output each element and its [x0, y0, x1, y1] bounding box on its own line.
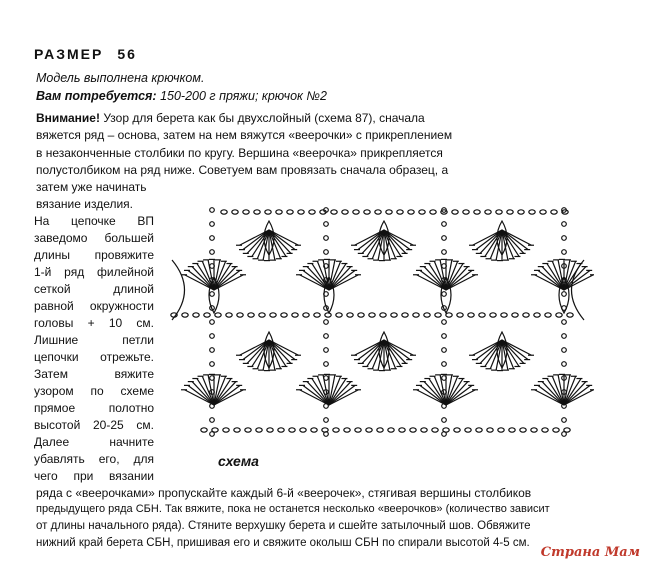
- chain-dot: [442, 222, 447, 227]
- body-line-1: [36, 111, 425, 125]
- narrow-line: 1-й ряд филейной: [34, 265, 154, 279]
- chain-dot: [324, 362, 329, 367]
- chain-stitch: [388, 428, 394, 432]
- chain-stitch: [531, 428, 537, 432]
- chain-stitch: [410, 428, 416, 432]
- chain-stitch: [386, 210, 392, 214]
- chain-stitch: [311, 428, 317, 432]
- chain-stitch: [223, 428, 229, 432]
- chain-stitch: [567, 313, 573, 317]
- stitch-line: [564, 382, 586, 405]
- chain-stitch: [289, 428, 295, 432]
- stitch-line: [480, 230, 502, 253]
- narrow-line: Затем вяжите: [34, 367, 154, 381]
- chain-dot: [324, 250, 329, 255]
- chain-stitch: [419, 210, 425, 214]
- bottom-line: нижний край берета СБН, пришивая его и свяжите околыш СБН по спирали высотой 4-5 см.: [36, 537, 530, 549]
- narrow-line: узором по схеме: [34, 384, 154, 398]
- narrow-line: высотой 20-25 см.: [34, 418, 154, 432]
- chain-stitch: [490, 313, 496, 317]
- chain-stitch: [454, 428, 460, 432]
- chain-dot: [442, 418, 447, 423]
- chain-stitch: [366, 428, 372, 432]
- narrow-line: убавлять его, для: [34, 452, 154, 466]
- chain-stitch: [325, 313, 331, 317]
- narrow-line: затем уже начинать: [36, 180, 147, 194]
- chain-stitch: [380, 313, 386, 317]
- chain-stitch: [234, 428, 240, 432]
- chain-stitch: [248, 313, 254, 317]
- chain-dot: [324, 236, 329, 241]
- chain-stitch: [243, 210, 249, 214]
- chain-stitch: [545, 313, 551, 317]
- chain-stitch: [215, 313, 221, 317]
- chain-stitch: [512, 313, 518, 317]
- chain-stitch: [465, 428, 471, 432]
- chain-dot: [442, 348, 447, 353]
- stitch-line: [269, 230, 291, 253]
- chain-stitch: [542, 428, 548, 432]
- chain-stitch: [498, 428, 504, 432]
- chain-dot: [442, 320, 447, 325]
- chain-stitch: [182, 313, 188, 317]
- stitch-line: [384, 230, 406, 253]
- chain-dot: [442, 250, 447, 255]
- chain-dot: [210, 432, 215, 437]
- chain-stitch: [292, 313, 298, 317]
- chain-stitch: [364, 210, 370, 214]
- chain-stitch: [474, 210, 480, 214]
- stitch-line: [362, 230, 384, 253]
- bottom-line: от длины начального ряда). Стяните верхушку берета и сшейте затылочный шов. Обвяжите: [36, 520, 531, 532]
- chain-dot: [562, 362, 567, 367]
- chain-stitch: [446, 313, 452, 317]
- chain-dot: [210, 222, 215, 227]
- chain-dot: [562, 418, 567, 423]
- chain-dot: [562, 334, 567, 339]
- materials-label: Вам потребуется:: [36, 89, 157, 103]
- chain-stitch: [479, 313, 485, 317]
- size-label: РАЗМЕР: [34, 46, 104, 62]
- chain-stitch: [259, 313, 265, 317]
- chain-stitch: [501, 313, 507, 317]
- chain-dot: [562, 348, 567, 353]
- chain-stitch: [432, 428, 438, 432]
- body-line-1-text: Узор для берета как бы двухслойный (схема 87), сначала: [103, 111, 425, 125]
- narrow-line: прямое полотно: [34, 401, 154, 415]
- chain-stitch: [201, 428, 207, 432]
- chain-dot: [562, 320, 567, 325]
- chain-stitch: [221, 210, 227, 214]
- chain-stitch: [278, 428, 284, 432]
- chain-stitch: [529, 210, 535, 214]
- narrow-line: цепочки отрежьте.: [34, 350, 154, 364]
- chain-stitch: [397, 210, 403, 214]
- size-value: 56: [117, 46, 137, 62]
- chain-stitch: [457, 313, 463, 317]
- chain-dot: [562, 236, 567, 241]
- chain-dot: [562, 222, 567, 227]
- site-watermark: Страна Мам: [540, 545, 640, 560]
- chain-stitch: [507, 210, 513, 214]
- chain-stitch: [347, 313, 353, 317]
- chain-stitch: [399, 428, 405, 432]
- chain-dot: [324, 334, 329, 339]
- chain-stitch: [353, 210, 359, 214]
- chain-dot: [210, 208, 215, 213]
- chain-stitch: [391, 313, 397, 317]
- materials-line: [36, 89, 327, 103]
- chain-dot: [210, 320, 215, 325]
- chain-dot: [210, 418, 215, 423]
- chain-dot: [442, 236, 447, 241]
- chain-stitch: [430, 210, 436, 214]
- body-line-4: полустолбиком на ряд ниже. Советуем вам провязать сначала образец, а: [36, 163, 449, 177]
- chain-stitch: [402, 313, 408, 317]
- chain-stitch: [540, 210, 546, 214]
- chain-stitch: [256, 428, 262, 432]
- body-line-3: в незаконченные столбики по кругу. Вершина «веерочка» прикрепляется: [36, 146, 443, 160]
- chain-dot: [324, 222, 329, 227]
- crochet-chart: [164, 190, 594, 448]
- chain-dot: [562, 292, 567, 297]
- materials-value: 150-200 г пряжи; крючок №2: [160, 89, 327, 103]
- chain-stitch: [193, 313, 199, 317]
- chain-stitch: [485, 210, 491, 214]
- chain-stitch: [553, 428, 559, 432]
- narrow-line: длины провяжите: [34, 248, 154, 262]
- chain-stitch: [336, 313, 342, 317]
- narrow-line: На цепочке ВП: [34, 214, 154, 228]
- chain-stitch: [314, 313, 320, 317]
- stitch-line: [329, 382, 351, 405]
- chain-stitch: [375, 210, 381, 214]
- chain-stitch: [421, 428, 427, 432]
- edge-arc: [172, 260, 185, 320]
- chain-stitch: [237, 313, 243, 317]
- chain-stitch: [413, 313, 419, 317]
- chain-dot: [324, 320, 329, 325]
- chain-dot: [562, 432, 567, 437]
- chain-stitch: [463, 210, 469, 214]
- chain-stitch: [331, 210, 337, 214]
- chain-stitch: [267, 428, 273, 432]
- body-line-2: вяжется ряд – основа, затем на нем вяжутся «веерочки» с прикреплением: [36, 128, 453, 142]
- chain-dot: [210, 362, 215, 367]
- chain-dot: [562, 250, 567, 255]
- stitch-line: [214, 382, 236, 405]
- diagram-caption: схема: [218, 453, 259, 469]
- chain-stitch: [523, 313, 529, 317]
- chain-stitch: [342, 210, 348, 214]
- chain-stitch: [424, 313, 430, 317]
- chain-stitch: [520, 428, 526, 432]
- narrow-line: равной окружности: [34, 299, 154, 313]
- edge-arc: [572, 260, 585, 320]
- chain-dot: [210, 250, 215, 255]
- chain-stitch: [204, 313, 210, 317]
- chain-stitch: [303, 313, 309, 317]
- size-heading: [34, 46, 137, 62]
- chain-stitch: [452, 210, 458, 214]
- bottom-line: предыдущего ряда СБН. Так вяжите, пока не останется несколько «веерочков» (количество зависит: [36, 503, 550, 515]
- narrow-line: заведомо большей: [34, 231, 154, 245]
- chain-stitch: [265, 210, 271, 214]
- chain-stitch: [377, 428, 383, 432]
- chain-stitch: [551, 210, 557, 214]
- stitch-line: [502, 230, 524, 253]
- narrow-line: головы + 10 см.: [34, 316, 154, 330]
- chain-dot: [442, 362, 447, 367]
- chain-stitch: [534, 313, 540, 317]
- stitch-line: [542, 382, 564, 405]
- chain-stitch: [281, 313, 287, 317]
- chain-dot: [324, 418, 329, 423]
- chain-stitch: [254, 210, 260, 214]
- stitch-line: [247, 230, 269, 253]
- chain-stitch: [487, 428, 493, 432]
- chain-stitch: [344, 428, 350, 432]
- chain-dot: [324, 348, 329, 353]
- chain-stitch: [408, 210, 414, 214]
- chain-stitch: [232, 210, 238, 214]
- chain-dot: [442, 334, 447, 339]
- narrow-line: Лишние петли: [34, 333, 154, 347]
- model-note: Модель выполнена крючком.: [36, 71, 205, 85]
- chain-stitch: [476, 428, 482, 432]
- narrow-line: вязание изделия.: [36, 197, 134, 211]
- chain-stitch: [276, 210, 282, 214]
- chain-stitch: [518, 210, 524, 214]
- chain-dot: [210, 236, 215, 241]
- chain-stitch: [509, 428, 515, 432]
- chain-stitch: [496, 210, 502, 214]
- chain-stitch: [300, 428, 306, 432]
- chain-stitch: [298, 210, 304, 214]
- chain-stitch: [287, 210, 293, 214]
- narrow-line: чего при вязании: [34, 469, 154, 483]
- attention-label: Внимание!: [36, 111, 100, 125]
- chain-stitch: [355, 428, 361, 432]
- chain-stitch: [270, 313, 276, 317]
- chain-stitch: [226, 313, 232, 317]
- chain-stitch: [309, 210, 315, 214]
- chain-stitch: [333, 428, 339, 432]
- chain-dot: [210, 348, 215, 353]
- stitch-line: [307, 382, 329, 405]
- chain-dot: [210, 292, 215, 297]
- chain-stitch: [468, 313, 474, 317]
- chain-stitch: [556, 313, 562, 317]
- stitch-line: [446, 382, 468, 405]
- chain-dot: [442, 292, 447, 297]
- chain-dot: [210, 334, 215, 339]
- narrow-line: Далее начните: [34, 435, 154, 449]
- chain-stitch: [369, 313, 375, 317]
- narrow-line: сеткой длиной: [34, 282, 154, 296]
- chain-stitch: [245, 428, 251, 432]
- chain-stitch: [435, 313, 441, 317]
- chain-stitch: [358, 313, 364, 317]
- bottom-line: ряда с «веерочками» пропускайте каждый 6-й «веерочек», стягивая вершины столбиков: [36, 486, 532, 500]
